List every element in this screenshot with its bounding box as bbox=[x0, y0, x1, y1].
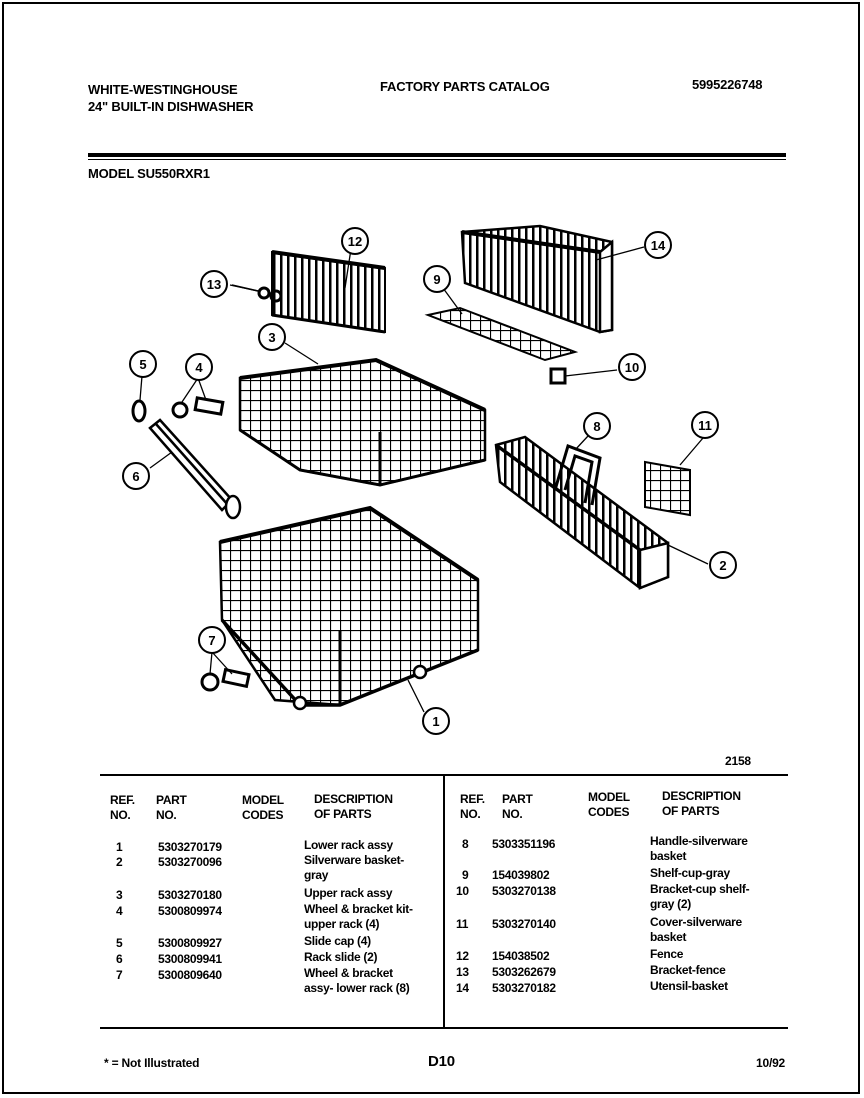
part-description: Handle-silverware basket bbox=[650, 834, 748, 863]
part-no: 154039802 bbox=[492, 868, 550, 882]
callout-4: 4 bbox=[195, 360, 203, 375]
slide-cap-part bbox=[133, 401, 145, 421]
left-header-desc: DESCRIPTION OF PARTS bbox=[314, 792, 393, 821]
right-header-desc: DESCRIPTION OF PARTS bbox=[662, 789, 741, 818]
silverware-cover-part bbox=[645, 462, 690, 515]
fence-part bbox=[272, 252, 385, 332]
ref-no: 2 bbox=[116, 855, 123, 869]
ref-no: 7 bbox=[116, 968, 123, 982]
ref-no: 5 bbox=[116, 936, 123, 950]
part-no: 5303270140 bbox=[492, 917, 556, 931]
part-no: 5303270138 bbox=[492, 884, 556, 898]
part-no: 5303270179 bbox=[158, 840, 222, 854]
callout-11: 11 bbox=[698, 418, 712, 433]
callout-12: 12 bbox=[347, 234, 363, 249]
catalog-title: FACTORY PARTS CATALOG bbox=[380, 79, 550, 94]
part-no: 5303270180 bbox=[158, 888, 222, 902]
callout-3: 3 bbox=[268, 330, 276, 345]
part-no: 5303351196 bbox=[492, 837, 556, 851]
utensil-basket-part bbox=[462, 226, 612, 332]
ref-no: 12 bbox=[456, 949, 469, 963]
figure-number: 2158 bbox=[725, 754, 751, 768]
callout-2: 2 bbox=[719, 558, 727, 573]
callout-10: 10 bbox=[624, 360, 640, 375]
ref-no: 13 bbox=[456, 965, 469, 979]
part-description: Bracket-cup shelf-gray (2) bbox=[650, 882, 750, 911]
callout-7: 7 bbox=[208, 633, 216, 648]
ref-no: 8 bbox=[462, 837, 469, 851]
ref-no: 6 bbox=[116, 952, 123, 966]
callout-5: 5 bbox=[139, 357, 147, 372]
page-code: D10 bbox=[428, 1053, 455, 1070]
part-description: Slide cap (4) bbox=[304, 934, 371, 948]
callout-8: 8 bbox=[593, 419, 601, 434]
table-center-divider bbox=[443, 776, 445, 1028]
part-no: 5303262679 bbox=[492, 965, 556, 979]
table-bottom-rule bbox=[100, 1027, 788, 1029]
part-description: Upper rack assy bbox=[304, 886, 393, 900]
wheel-bracket-upper-part bbox=[173, 398, 223, 417]
part-no: 5300809927 bbox=[158, 936, 222, 950]
left-header-model: MODEL CODES bbox=[242, 793, 284, 822]
part-description: Fence bbox=[650, 947, 684, 961]
part-description: Rack slide (2) bbox=[304, 950, 378, 964]
ref-no: 1 bbox=[116, 840, 123, 854]
part-description: Shelf-cup-gray bbox=[650, 866, 730, 880]
ref-no: 4 bbox=[116, 904, 123, 918]
part-description: Cover-silverware basket bbox=[650, 915, 742, 944]
part-no: 5300809941 bbox=[158, 952, 222, 966]
lower-rack-part bbox=[220, 508, 478, 709]
ref-no: 11 bbox=[456, 917, 469, 931]
callout-13: 13 bbox=[206, 277, 222, 292]
not-illustrated-note: * = Not Illustrated bbox=[104, 1056, 200, 1070]
ref-no: 14 bbox=[456, 981, 469, 995]
callout-9: 9 bbox=[433, 272, 441, 287]
part-no: 5300809974 bbox=[158, 904, 222, 918]
right-header-part: PART NO. bbox=[502, 792, 533, 821]
model-label: MODEL SU550RXR1 bbox=[88, 166, 210, 181]
brand-line-2: 24" BUILT-IN DISHWASHER bbox=[88, 99, 254, 114]
callout-14: 14 bbox=[650, 238, 666, 253]
right-header-model: MODEL CODES bbox=[588, 790, 630, 819]
rack-slide-part bbox=[150, 420, 240, 518]
upper-rack-part bbox=[240, 360, 485, 485]
ref-no: 10 bbox=[456, 884, 469, 898]
callout-1: 1 bbox=[432, 714, 440, 729]
brand-line-1: WHITE-WESTINGHOUSE bbox=[88, 82, 238, 97]
left-header-part: PART NO. bbox=[156, 793, 187, 822]
cup-shelf-bracket-part bbox=[551, 369, 565, 383]
print-date: 10/92 bbox=[756, 1056, 786, 1070]
catalog-number: 5995226748 bbox=[692, 77, 763, 92]
left-header-ref: REF. NO. bbox=[110, 793, 135, 822]
wheel-bracket-lower-part bbox=[202, 670, 249, 690]
part-description: Bracket-fence bbox=[650, 963, 726, 977]
part-description: Wheel & bracket kit-upper rack (4) bbox=[304, 902, 413, 931]
part-no: 5303270096 bbox=[158, 855, 222, 869]
ref-no: 3 bbox=[116, 888, 123, 902]
part-description: Utensil-basket bbox=[650, 979, 728, 993]
part-no: 154038502 bbox=[492, 949, 550, 963]
ref-no: 9 bbox=[462, 868, 469, 882]
part-no: 5303270182 bbox=[492, 981, 556, 995]
part-description: Lower rack assy bbox=[304, 838, 393, 852]
right-header-ref: REF. NO. bbox=[460, 792, 485, 821]
part-description: Wheel & bracket assy- lower rack (8) bbox=[304, 966, 410, 995]
part-description: Silverware basket-gray bbox=[304, 853, 404, 882]
part-no: 5300809640 bbox=[158, 968, 222, 982]
callout-6: 6 bbox=[132, 469, 140, 484]
